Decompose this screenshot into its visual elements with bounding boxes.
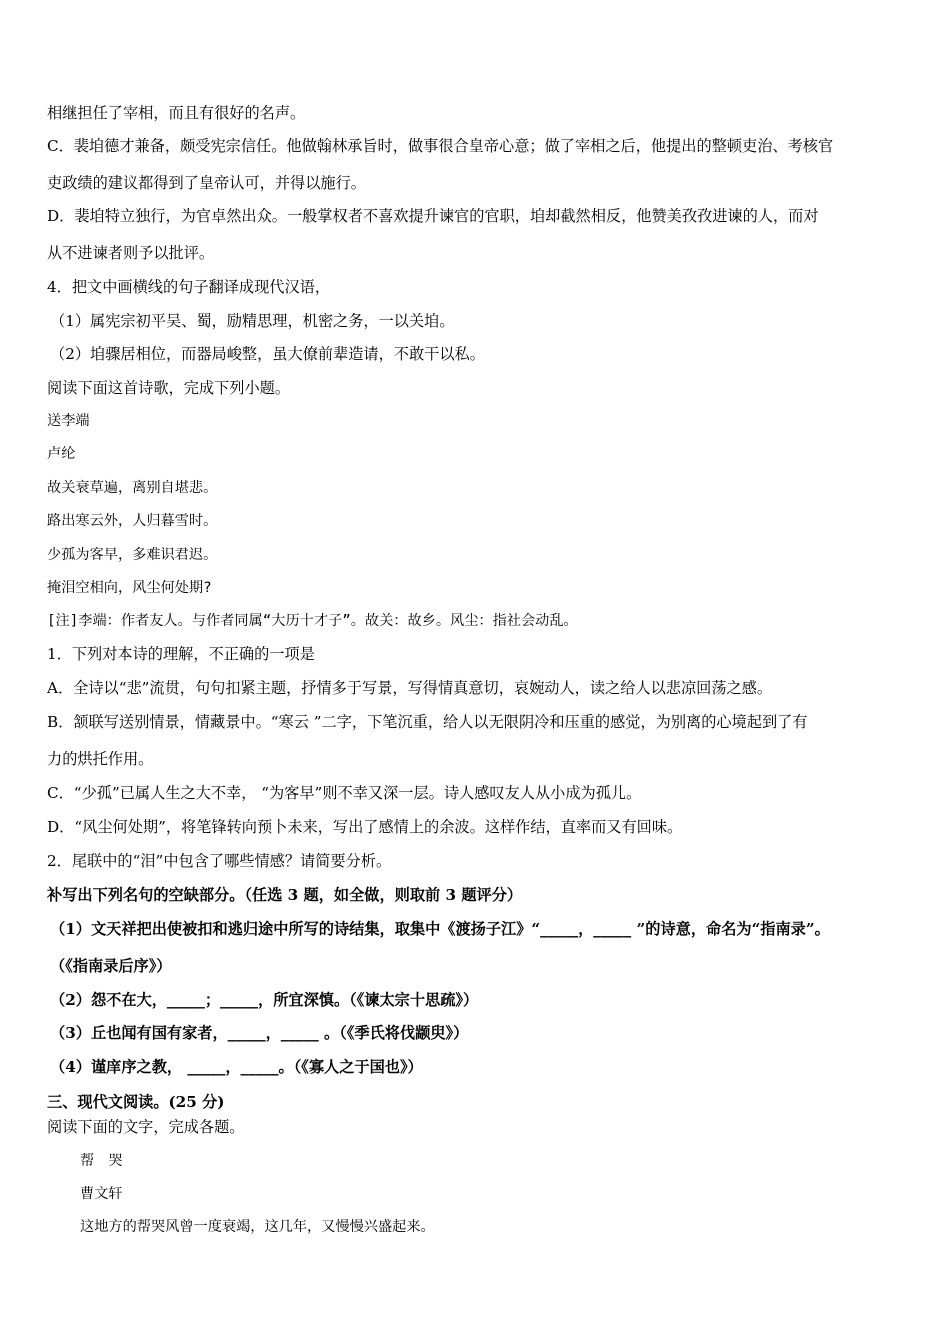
section-heading: 三、现代文阅读。(25 分): [47, 1093, 225, 1111]
question-4-sub-1: （1）属宪宗初平吴、蜀，励精思理，机密之务，一以关垍。: [50, 312, 455, 330]
question-4-sub-2: （2）垍骤居相位，而器局峻整，虽大僚前辈造请，不敢干以私。: [50, 345, 485, 363]
question-2: 2．尾联中的“泪”中包含了哪些情感？请简要分析。: [47, 852, 392, 870]
option-d-line-1: D．裴垍特立独行，为官卓然出众。一般掌权者不喜欢提升谏官的官职，垍却截然相反，他赞美孜孜进谏的人，而对: [47, 207, 819, 225]
poem-line-3: 少孤为客早，多难识君迟。: [47, 547, 218, 563]
question-4: 4．把文中画横线的句子翻译成现代汉语，: [47, 278, 331, 296]
option-a: A．全诗以“悲”流贯，句句扣紧主题，抒情多于写景，写得情真意切，哀婉动人，读之给人以悲凉回荡之感。: [47, 679, 773, 697]
option-c-line-2: 吏政绩的建议都得到了皇帝认可，并得以施行。: [47, 174, 366, 192]
poem-note: [注]李端：作者友人。与作者同属“大历十才子”。故关：故乡。风尘：指社会动乱。: [47, 613, 578, 629]
option-d-line-2: 从不进谏者则予以批评。: [47, 244, 215, 262]
poem-line-1: 故关衰草遍，离别自堪悲。: [47, 480, 218, 496]
poem-line-4: 掩泪空相向，风尘何处期?: [47, 580, 212, 596]
poem-line-2: 路出寒云外，人归暮雪时。: [47, 513, 218, 529]
fill-blank-2: （2）怨不在大，_____；_____，所宜深慎。（《谏太宗十思疏》）: [50, 991, 479, 1009]
article-first-line: 这地方的帮哭风曾一度衰竭，这几年，又慢慢兴盛起来。: [80, 1219, 435, 1235]
option-d: D．“风尘何处期”，将笔锋转向预卜未来，写出了感情上的余波。这样作结，直率而又有回味。: [47, 818, 683, 836]
fill-blank-1-source: （《指南录后序》）: [50, 957, 172, 975]
question-1: 1．下列对本诗的理解，不正确的一项是: [47, 645, 315, 663]
fill-blank-1: （1）文天祥把出使被扣和逃归途中所写的诗结集，取集中《渡扬子江》“_____，_____ ”的诗意，命名为“指南录”。: [50, 920, 830, 938]
option-b-line-2: 力的烘托作用。: [47, 750, 154, 768]
fill-blank-3: （3）丘也闻有国有家者，_____，_____ 。（《季氏将伐颛臾》）: [50, 1024, 469, 1042]
fill-blank-4: （4）谨庠序之教， _____，_____。（《寡人之于国也》）: [50, 1058, 423, 1076]
fill-blank-instruction: 补写出下列名句的空缺部分。（任选 3 题，如全做，则取前 3 题评分）: [47, 886, 523, 904]
option-c: C．“少孤”已属人生之大不幸， “为客早”则不幸又深一层。诗人感叹友人从小成为孤儿。: [47, 784, 642, 802]
text-line: 相继担任了宰相，而且有很好的名声。: [47, 104, 306, 122]
option-c-line-1: C．裴垍德才兼备，颇受宪宗信任。他做翰林承旨时，做事很合皇帝心意；做了宰相之后，他提出的整顿吏治、考核官: [47, 137, 834, 155]
reading-instruction: 阅读下面的文字，完成各题。: [47, 1118, 245, 1136]
poem-author: 卢纶: [47, 446, 76, 462]
poem-title: 送李端: [47, 413, 90, 429]
poem-instruction: 阅读下面这首诗歌，完成下列小题。: [47, 379, 290, 397]
option-b-line-1: B．颔联写送别情景，情藏景中。“寒云 ”二字，下笔沉重，给人以无限阴冷和压重的感觉，为别离的心境起到了有: [47, 713, 808, 731]
article-author: 曹文轩: [80, 1186, 123, 1202]
article-title: 帮 哭: [80, 1153, 123, 1169]
